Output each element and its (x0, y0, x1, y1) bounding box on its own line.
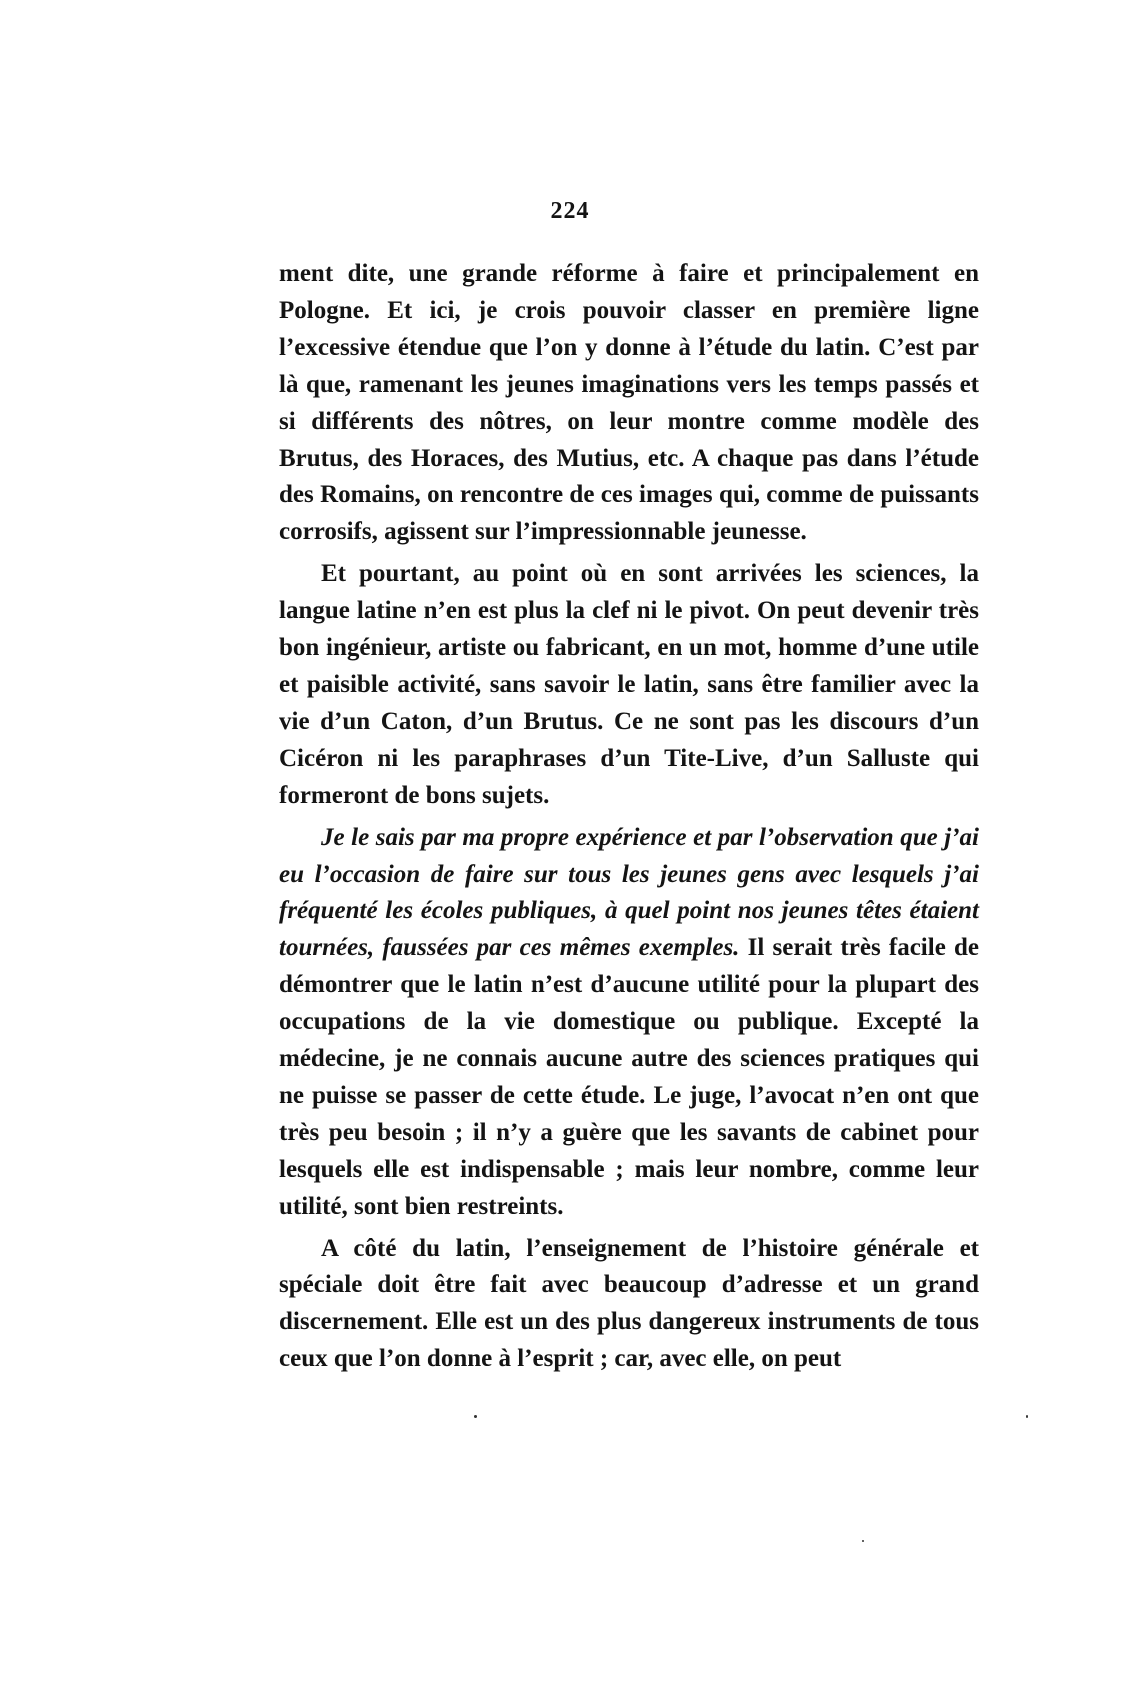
paragraph-3-text: Il serait très facile de démontrer que le latin n’est d’aucune utilité pour la plupart des occupations de la vie domestique ou publique. Excepté la médecine, je ne connais aucune autre des sciences pratiques qui ne puisse se passer de cette étude. Le juge, l’avocat n’en ont que très peu besoin ; il n’y a guère que les savants de cabinet pour lesquels elle est indispensable ; mais leur nombre, comme leur utilité, sont bien restreints. (279, 934, 979, 1220)
paragraph-3 (279, 820, 979, 1226)
scan-speck (1026, 1415, 1028, 1418)
paragraph-1: ment dite, une grande réforme à faire et principalement en Pologne. Et ici, je crois pouvoir classer en première ligne l’excessive étendue que l’on y donne à l’étude du latin. C’est par là que, ramenant les jeunes imaginations vers les temps passés et si différents des nôtres, on leur montre comme modèle des Brutus, des Horaces, des Mutius, etc. A chaque pas dans l’étude des Romains, on rencontre de ces images qui, comme de puissants corrosifs, agissent sur l’impressionnable jeunesse. (279, 260, 979, 546)
scan-speck (474, 1415, 477, 1418)
body-text (279, 256, 979, 1378)
italic-passage: Je le sais par ma propre expérience et par l’observation que j’ai eu l’occasion de faire sur tous les jeunes gens avec lesquels j’ai fréquenté les écoles publiques, à quel point nos jeunes têtes étaient tournées, faussées par ces mêmes exemples. (279, 823, 979, 962)
paragraph-4: A côté du latin, l’enseignement de l’histoire générale et spéciale doit être fait avec beaucoup d’adresse et un grand discernement. Elle est un des plus dangereux instruments de tous ceux que l’on donne à l’esprit ; car, avec elle, on peut (279, 1234, 979, 1373)
scan-speck (862, 1540, 864, 1542)
page-number: 224 (550, 198, 590, 224)
paragraph-2: Et pourtant, au point où en sont arrivées les sciences, la langue latine n’en est plus la clef ni le pivot. On peut devenir très bon ingénieur, artiste ou fabricant, en un mot, homme d’une utile et paisible activité, sans savoir le latin, sans être familier avec la vie d’un Caton, d’un Brutus. Ce ne sont pas les discours d’un Cicéron ni les paraphrases d’un Tite-Live, d’un Salluste qui formeront de bons sujets. (279, 560, 979, 809)
